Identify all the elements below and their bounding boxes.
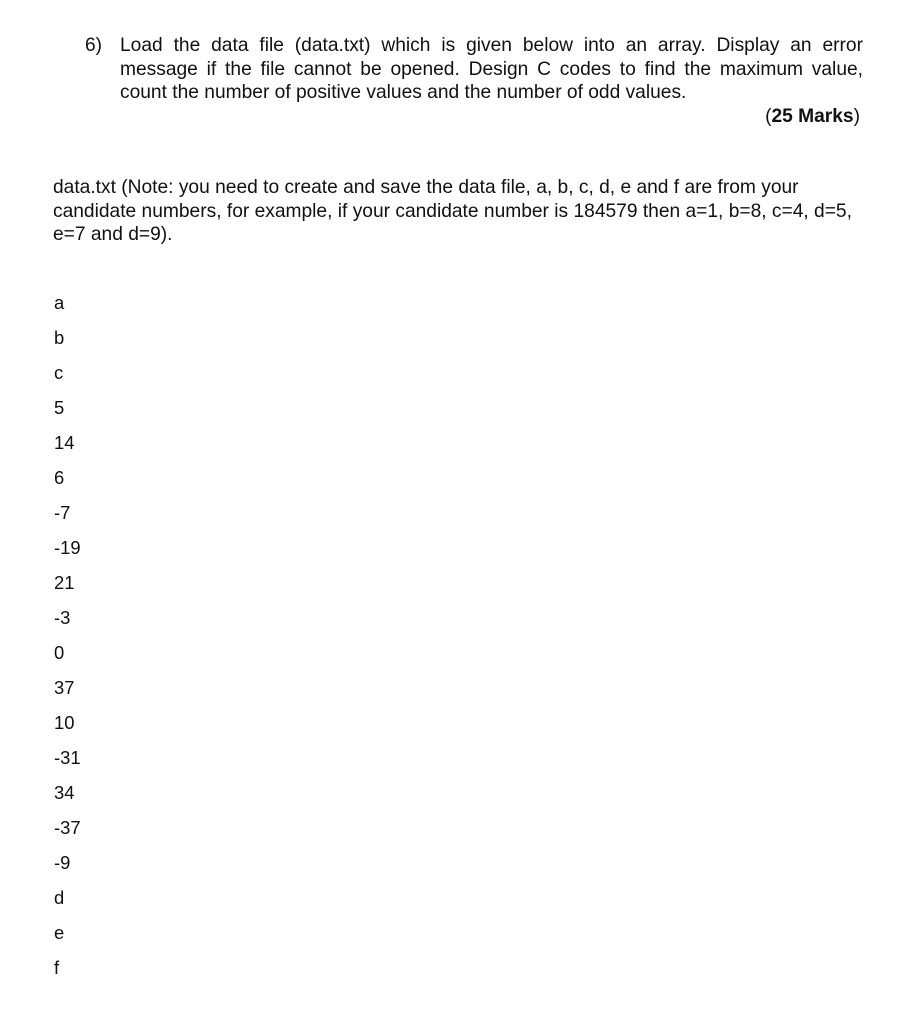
data-value-item: a [54,292,65,313]
data-value-item: f [54,957,60,978]
data-value-item: -31 [54,747,81,768]
data-value-item: d [54,887,65,908]
data-value-item: b [54,327,65,348]
question-block [85,34,863,128]
data-value-item: 10 [54,712,75,733]
data-value-item: c [54,362,64,383]
data-values-list [53,292,81,992]
question-number: 6) [85,35,103,56]
data-file-note: data.txt (Note: you need to create and save the data file, a, b, c, d, e and f are from your candidate numbers, for example, if your candidate number is 184579 then a=1, b=8, c=4, d=5, e=7 and d=9). [53,177,852,245]
question-row [85,34,863,105]
data-value-item: -9 [54,852,71,873]
data-value-item: 0 [54,642,65,663]
data-value-item: -19 [54,537,81,558]
data-value-item: -37 [54,817,81,838]
marks-close: ) [853,105,860,127]
data-value-item: 5 [54,397,65,418]
data-value-item: 37 [54,677,75,698]
data-value-item: -3 [54,607,71,628]
question-text: Load the data file (data.txt) which is given below into an array. Display an error message if the file cannot be opened. Design C codes to find the maximum value, count the number of positive values and the number of odd values. [120,35,863,103]
data-value-item: 6 [54,467,65,488]
data-value-item: -7 [54,502,71,523]
marks-label [85,105,863,129]
data-value-item: 34 [54,782,75,803]
marks-open: ( [765,105,772,127]
data-value-item: 14 [54,432,75,453]
data-value-item: 21 [54,572,75,593]
data-value-item: e [54,922,65,943]
marks-value: 25 Marks [771,105,854,127]
